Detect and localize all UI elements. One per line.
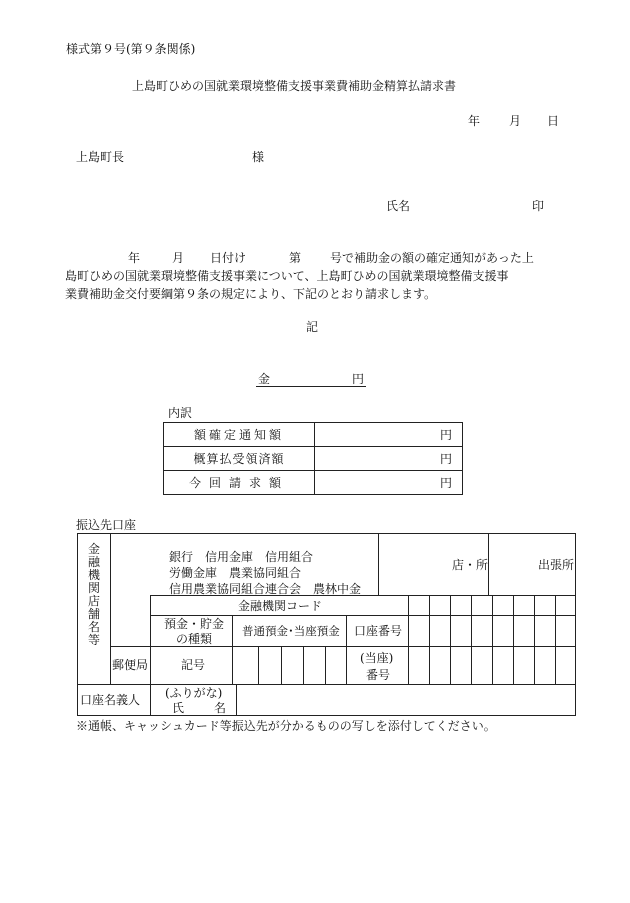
body-line3: 業費補助金交付要綱第９条の規定により、下記のとおり請求します。 xyxy=(65,287,437,301)
current-account-label-2: 番号 xyxy=(366,668,391,682)
institution-types-line2: 労働金庫 農業協同組合 xyxy=(169,566,302,580)
amount-underline xyxy=(256,386,366,387)
breakdown-title: 内訳 xyxy=(168,406,193,420)
date-day-label: 日 xyxy=(547,114,560,128)
breakdown-unit[interactable]: 円 xyxy=(315,423,463,447)
furigana-label: (ふりがな) xyxy=(165,686,223,700)
vertical-char: 名 xyxy=(87,620,100,634)
breakdown-unit[interactable]: 円 xyxy=(315,471,463,495)
breakdown-row xyxy=(164,423,463,447)
bank-vertical-label xyxy=(86,543,102,647)
seal-label: 印 xyxy=(532,199,545,213)
post-office-label: 郵便局 xyxy=(112,658,149,672)
addressee-name: 上島町長 xyxy=(76,150,125,164)
body-date-suffix: 日付け xyxy=(210,251,247,265)
amount-unit: 円 xyxy=(352,372,365,386)
deposit-type-label-1: 預金・貯金 xyxy=(164,617,225,631)
breakdown-label: 概算払受領済額 xyxy=(164,447,315,471)
institution-types-line3: 信用農業協同組合連合会 農林中金 xyxy=(169,582,362,596)
holder-name-label-1: 氏 xyxy=(172,701,185,715)
sub-branch-label: 出張所 xyxy=(538,558,575,572)
addressee-honorific: 様 xyxy=(252,150,265,164)
vertical-char: 等 xyxy=(87,633,100,647)
current-account-label-1: (当座) xyxy=(360,651,394,665)
account-holder-label: 口座名義人 xyxy=(80,693,141,707)
account-number-label: 口座番号 xyxy=(354,624,403,638)
institution-types-line1: 銀行 信用金庫 信用組合 xyxy=(169,550,314,564)
deposit-types[interactable]: 普通預金･当座預金 xyxy=(242,624,340,638)
body-line1: 号で補助金の額の確定通知があった上 xyxy=(330,251,534,265)
amount-prefix: 金 xyxy=(258,372,271,386)
bank-section-title: 振込先口座 xyxy=(76,518,137,532)
symbol-label: 記号 xyxy=(181,658,206,672)
breakdown-row xyxy=(164,471,463,495)
holder-name-label-2: 名 xyxy=(214,701,227,715)
vertical-char: 関 xyxy=(87,581,100,595)
form-number: 様式第９号(第９条関係) xyxy=(66,42,196,56)
footnote: ※通帳、キャッシュカード等振込先が分かるものの写しを添付してください。 xyxy=(76,719,496,733)
breakdown-unit[interactable]: 円 xyxy=(315,447,463,471)
document-title: 上島町ひめの国就業環境整備支援事業費補助金精算払請求書 xyxy=(132,79,457,93)
body-month-label: 月 xyxy=(172,251,185,265)
branch-label: 店・所 xyxy=(452,558,489,572)
deposit-type-label-2: の種類 xyxy=(176,632,213,646)
breakdown-row xyxy=(164,447,463,471)
vertical-char: 金 xyxy=(87,542,100,556)
body-line2: 島町ひめの国就業環境整備支援事業について、上島町ひめの国就業環境整備支援事 xyxy=(65,269,509,283)
breakdown-label: 今回請求額 xyxy=(164,471,315,495)
account-holder-input[interactable] xyxy=(238,686,574,714)
body-year-label: 年 xyxy=(128,251,141,265)
date-year-label: 年 xyxy=(468,114,481,128)
body-number-prefix: 第 xyxy=(289,251,302,265)
ki-label: 記 xyxy=(306,320,319,334)
vertical-char: 舗 xyxy=(87,607,100,621)
bank-code-label: 金融機関コード xyxy=(238,599,323,613)
date-month-label: 月 xyxy=(509,114,522,128)
vertical-char: 店 xyxy=(87,594,100,608)
applicant-name-label: 氏名 xyxy=(386,199,411,213)
vertical-char: 融 xyxy=(87,555,100,569)
breakdown-label: 額確定通知額 xyxy=(164,423,315,447)
vertical-char: 機 xyxy=(87,568,100,582)
breakdown-table xyxy=(163,422,463,495)
